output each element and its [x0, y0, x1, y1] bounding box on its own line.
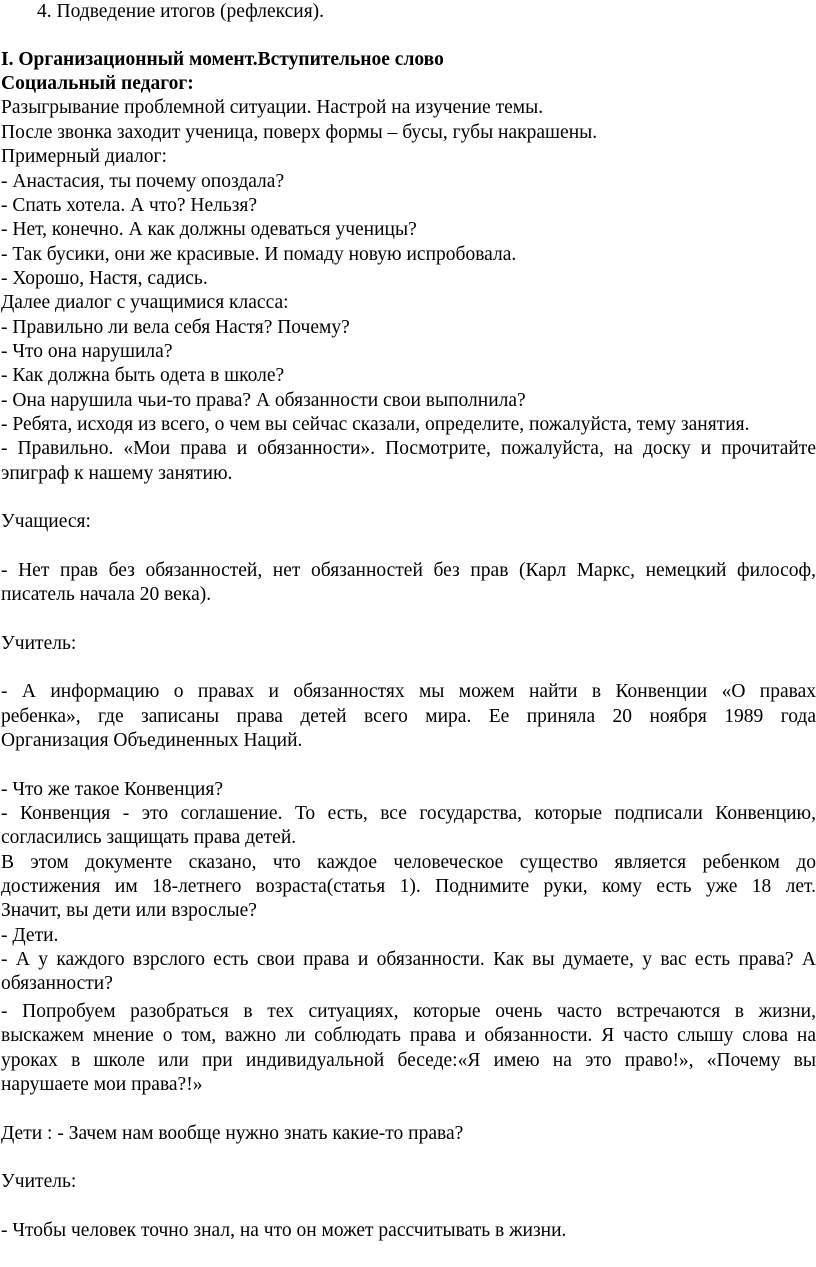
dialog-line: - Конвенция - это соглашение. То есть, все государства, которые подписали Конвенцию,: [1, 803, 816, 824]
question-line: - Ребята, исходя из всего, о чем вы сейчас сказали, определите, пожалуйста, тему занятия.: [1, 414, 750, 435]
question-line: - Правильно ли вела себя Настя? Почему?: [1, 317, 350, 338]
paragraph: После звонка заходит ученица, поверх формы – бусы, губы накрашены.: [1, 122, 598, 143]
section-title: I. Организационный момент.Вступительное слово: [1, 49, 444, 70]
paragraph: Далее диалог с учащимися класса:: [1, 292, 289, 313]
dialog-line: - Что же такое Конвенция?: [1, 779, 223, 800]
paragraph: выскажем мнение о том, важно ли соблюдать права и обязанности. Я часто слышу слова на: [1, 1025, 816, 1046]
dialog-line: - Чтобы человек точно знал, на что он может рассчитывать в жизни.: [1, 1220, 567, 1241]
paragraph: уроках в школе или при индивидуальной беседе:«Я имею на это право!», «Почему вы: [1, 1050, 816, 1071]
question-line: - Что она нарушила?: [1, 341, 173, 362]
paragraph: достижения им 18-летнего возраста(статья 1). Поднимите руки, кому есть уже 18 лет.: [1, 876, 816, 897]
paragraph: ребенка», где записаны права детей всего мира. Ее приняла 20 ноября 1989 года: [1, 706, 816, 727]
paragraph: Значит, вы дети или взрослые?: [1, 900, 257, 921]
dialog-line: - Дети.: [1, 925, 59, 946]
dialog-line: - Хорошо, Настя, садись.: [1, 268, 208, 289]
agenda-item-4: 4. Подведение итогов (рефлексия).: [37, 1, 325, 22]
paragraph: - Попробуем разобраться в тех ситуациях, которые очень часто встречаются в жизни,: [1, 1001, 816, 1022]
paragraph: Примерный диалог:: [1, 146, 167, 167]
speaker-label: Учащиеся:: [1, 511, 91, 532]
dialog-line: - А у каждого взрслого есть свои права и обязанности. Как вы думаете, у вас есть права? А: [1, 949, 816, 970]
question-line: - Она нарушила чьи-то права? А обязанности свои выполнила?: [1, 390, 526, 411]
dialog-line: обязанности?: [1, 973, 113, 994]
paragraph: - А информацию о правах и обязанностях мы можем найти в Конвенции «О правах: [1, 681, 816, 702]
speaker-label: Учитель:: [1, 1171, 77, 1192]
paragraph: Организация Объединенных Наций.: [1, 730, 303, 751]
question-line: эпиграф к нашему занятию.: [1, 463, 233, 484]
paragraph: В этом документе сказано, что каждое человеческое существо является ребенком до: [1, 852, 816, 873]
paragraph: нарушаете мои права?!»: [1, 1074, 203, 1095]
question-line: - Как должна быть одета в школе?: [1, 365, 285, 386]
dialog-line: Дети : - Зачем нам вообще нужно знать какие-то права?: [1, 1123, 464, 1144]
quote-line: писатель начала 20 века).: [1, 584, 212, 605]
quote-line: - Нет прав без обязанностей, нет обязанностей без прав (Карл Маркс, немецкий философ,: [1, 560, 816, 581]
speaker-label: Учитель:: [1, 633, 77, 654]
dialog-line: - Анастасия, ты почему опоздала?: [1, 171, 285, 192]
dialog-line: - Спать хотела. А что? Нельзя?: [1, 195, 258, 216]
dialog-line: согласились защищать права детей.: [1, 827, 297, 848]
dialog-line: - Так бусики, они же красивые. И помаду новую испробовала.: [1, 244, 517, 265]
dialog-line: - Нет, конечно. А как должны одеваться ученицы?: [1, 219, 417, 240]
speaker-label: Социальный педагог:: [1, 73, 194, 94]
question-line: - Правильно. «Мои права и обязанности». Посмотрите, пожалуйста, на доску и прочитайте: [1, 438, 816, 459]
paragraph: Разыгрывание проблемной ситуации. Настрой на изучение темы.: [1, 97, 544, 118]
